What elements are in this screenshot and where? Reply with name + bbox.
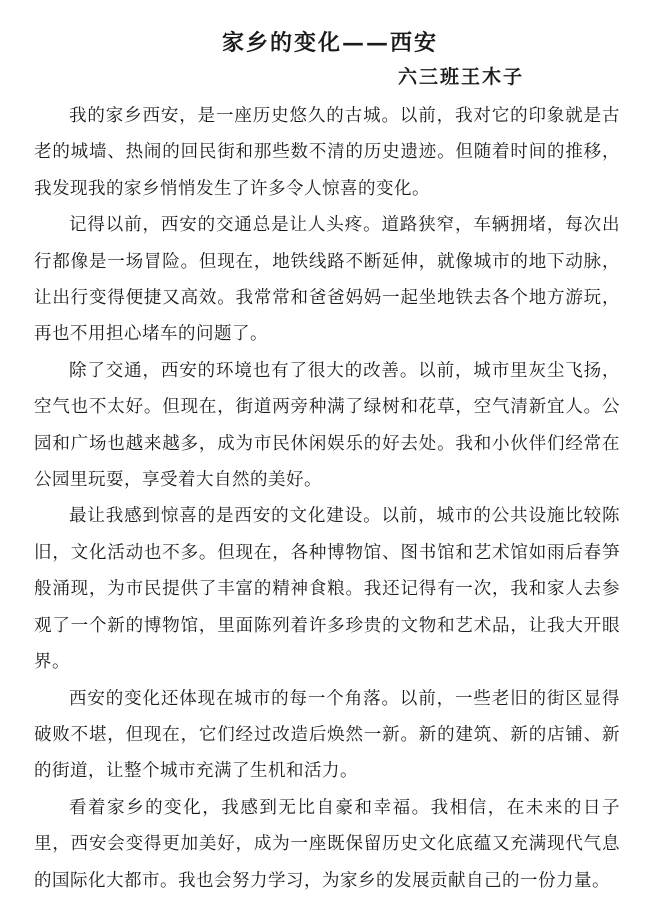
paragraph-5: 西安的变化还体现在城市的每一个角落。以前，一些老旧的街区显得破败不堪，但现在，它们经过改造后焕然一新。新的建筑、新的店铺、新的街道，让整个城市充满了生机和活力。 — [34, 688, 620, 782]
paragraph-2: 记得以前，西安的交通总是让人头疼。道路狭窄，车辆拥堵，每次出行都像是一场冒险。但现在，地铁线路不断延伸，就像城市的地下动脉，让出行变得便捷又高效。我常常和爸爸妈妈一起坐地铁去各个地方游玩，再也不用担心堵车的问题了。 — [34, 215, 620, 345]
paragraph-1: 我的家乡西安，是一座历史悠久的古城。以前，我对它的印象就是古老的城墙、热闹的回民街和那些数不清的历史遗迹。但随着时间的推移，我发现我的家乡悄悄发生了许多令人惊喜的变化。 — [34, 106, 620, 199]
paragraph-4: 最让我感到惊喜的是西安的文化建设。以前，城市的公共设施比较陈旧，文化活动也不多。但现在，各种博物馆、图书馆和艺术馆如雨后春笋般涌现，为市民提供了丰富的精神食粮。我还记得有一次，我和家人去参观了一个新的博物馆，里面陈列着许多珍贵的文物和艺术品，让我大开眼界。 — [34, 506, 620, 673]
essay-body — [34, 98, 620, 899]
essay-author: 六三班王木子 — [398, 66, 525, 88]
essay-title: 家乡的变化——西安 — [221, 30, 438, 56]
paragraph-3: 除了交通，西安的环境也有了很大的改善。以前，城市里灰尘飞扬，空气也不太好。但现在，街道两旁种满了绿树和花草，空气清新宜人。公园和广场也越来越多，成为市民休闲娱乐的好去处。我和小伙伴们经常在公园里玩耍，享受着大自然的美好。 — [34, 360, 620, 491]
paragraph-6: 看着家乡的变化，我感到无比自豪和幸福。我相信，在未来的日子里，西安会变得更加美好，成为一座既保留历史文化底蕴又充满现代气息的国际化大都市。我也会努力学习，为家乡的发展贡献自己的一份力量。 — [34, 797, 620, 891]
